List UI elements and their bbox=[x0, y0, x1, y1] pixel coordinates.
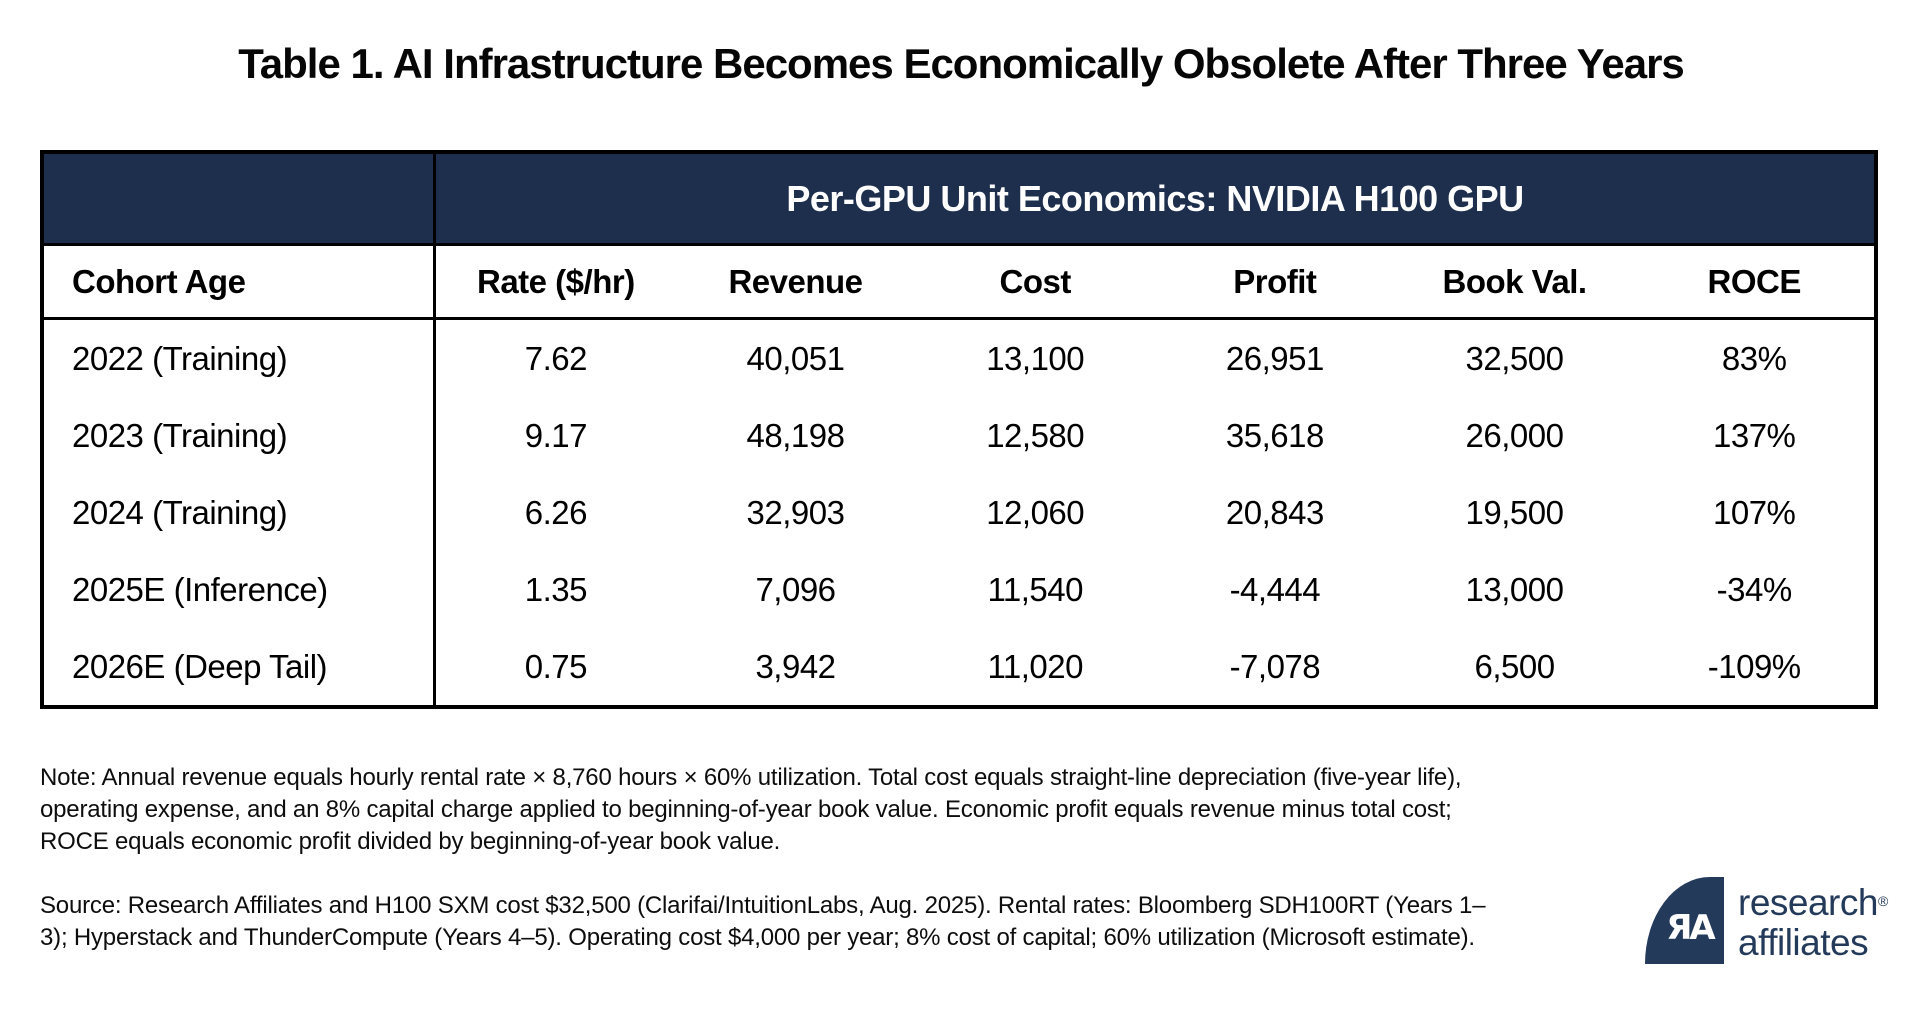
table-banner-label: Per-GPU Unit Economics: NVIDIA H100 GPU bbox=[786, 177, 1524, 219]
column-header-rate: Rate ($/hr) bbox=[476, 262, 635, 300]
column-header-profit: Profit bbox=[1233, 262, 1317, 300]
cell-profit: 35,618 bbox=[1225, 416, 1324, 454]
cell-cohort: 2024 (Training) bbox=[44, 474, 436, 551]
cell-book-val: 6,500 bbox=[1474, 647, 1555, 685]
table-row-2026e bbox=[44, 628, 1874, 705]
cell-revenue: 48,198 bbox=[746, 416, 845, 454]
cell-cost: 12,060 bbox=[986, 493, 1085, 531]
cell-revenue: 3,942 bbox=[755, 647, 836, 685]
logo-wordmark-line2: affiliates bbox=[1738, 922, 1869, 963]
page-title: Table 1. AI Infrastructure Becomes Economically Obsolete After Three Years bbox=[238, 40, 1684, 87]
cell-cohort: 2022 (Training) bbox=[44, 320, 436, 397]
cell-roce: -34% bbox=[1716, 570, 1792, 608]
cell-book-val: 19,500 bbox=[1465, 493, 1564, 531]
table-row-2023 bbox=[44, 397, 1874, 474]
cell-profit: 26,951 bbox=[1225, 339, 1324, 377]
column-header-roce: ROCE bbox=[1707, 262, 1801, 300]
cell-book-val: 13,000 bbox=[1465, 570, 1564, 608]
cell-cost: 11,540 bbox=[987, 570, 1083, 608]
cell-rate: 7.62 bbox=[524, 339, 587, 377]
logo-wordmark bbox=[1738, 883, 1888, 964]
column-header-book-val: Book Val. bbox=[1442, 262, 1587, 300]
column-header-cost: Cost bbox=[999, 262, 1071, 300]
table-row-2025e bbox=[44, 551, 1874, 628]
table-banner-row bbox=[44, 154, 1874, 246]
research-affiliates-logo bbox=[1645, 877, 1888, 964]
banner-empty-cell bbox=[44, 154, 436, 243]
cell-cohort: 2026E (Deep Tail) bbox=[44, 628, 436, 705]
ra-monogram-icon: ЯA bbox=[1666, 907, 1713, 948]
table-row-2024 bbox=[44, 474, 1874, 551]
cell-revenue: 40,051 bbox=[746, 339, 845, 377]
cell-profit: -4,444 bbox=[1229, 570, 1321, 608]
cell-rate: 6.26 bbox=[524, 493, 587, 531]
cell-cost: 12,580 bbox=[986, 416, 1085, 454]
cell-roce: 107% bbox=[1712, 493, 1796, 531]
cell-book-val: 32,500 bbox=[1465, 339, 1564, 377]
cell-cost: 11,020 bbox=[987, 647, 1083, 685]
cell-rate: 9.17 bbox=[524, 416, 587, 454]
cell-profit: 20,843 bbox=[1225, 493, 1324, 531]
unit-economics-table bbox=[40, 150, 1878, 709]
column-header-cohort-age: Cohort Age bbox=[44, 246, 436, 317]
ra-logo-mark-icon bbox=[1645, 877, 1724, 964]
cell-revenue: 7,096 bbox=[755, 570, 836, 608]
table-note: Note: Annual revenue equals hourly rental rate × 8,760 hours × 60% utilization. Total cost equals straight-line depreciation (five-year life), operating expense, and an 8% capital charge applied to beginning-of-year book value. Economic profit equals revenue minus total cost; ROCE equals economic profit divided by beginning-of-year book value. bbox=[40, 764, 1462, 855]
cell-book-val: 26,000 bbox=[1465, 416, 1564, 454]
cell-roce: 83% bbox=[1721, 339, 1787, 377]
cell-revenue: 32,903 bbox=[746, 493, 845, 531]
logo-wordmark-line1: research® bbox=[1738, 882, 1888, 923]
registered-trademark-symbol: ® bbox=[1877, 893, 1888, 909]
table-row-2022 bbox=[44, 320, 1874, 397]
column-header-revenue: Revenue bbox=[728, 262, 863, 300]
table-source: Source: Research Affiliates and H100 SXM cost $32,500 (Clarifai/IntuitionLabs, Aug. 2025). Rental rates: Bloomberg SDH100RT (Years 1–3); Hyperstack and ThunderCompute (Years 4–5). Operating cost $4,000 per year; 8% cost of capital; 60% utilization (Microsoft estimate). bbox=[40, 892, 1486, 951]
cell-cohort: 2023 (Training) bbox=[44, 397, 436, 474]
cell-rate: 1.35 bbox=[524, 570, 587, 608]
cell-cost: 13,100 bbox=[986, 339, 1085, 377]
table-header-row bbox=[44, 246, 1874, 320]
cell-profit: -7,078 bbox=[1229, 647, 1321, 685]
cell-cohort: 2025E (Inference) bbox=[44, 551, 436, 628]
cell-roce: -109% bbox=[1707, 647, 1801, 685]
cell-rate: 0.75 bbox=[524, 647, 587, 685]
cell-roce: 137% bbox=[1712, 416, 1796, 454]
